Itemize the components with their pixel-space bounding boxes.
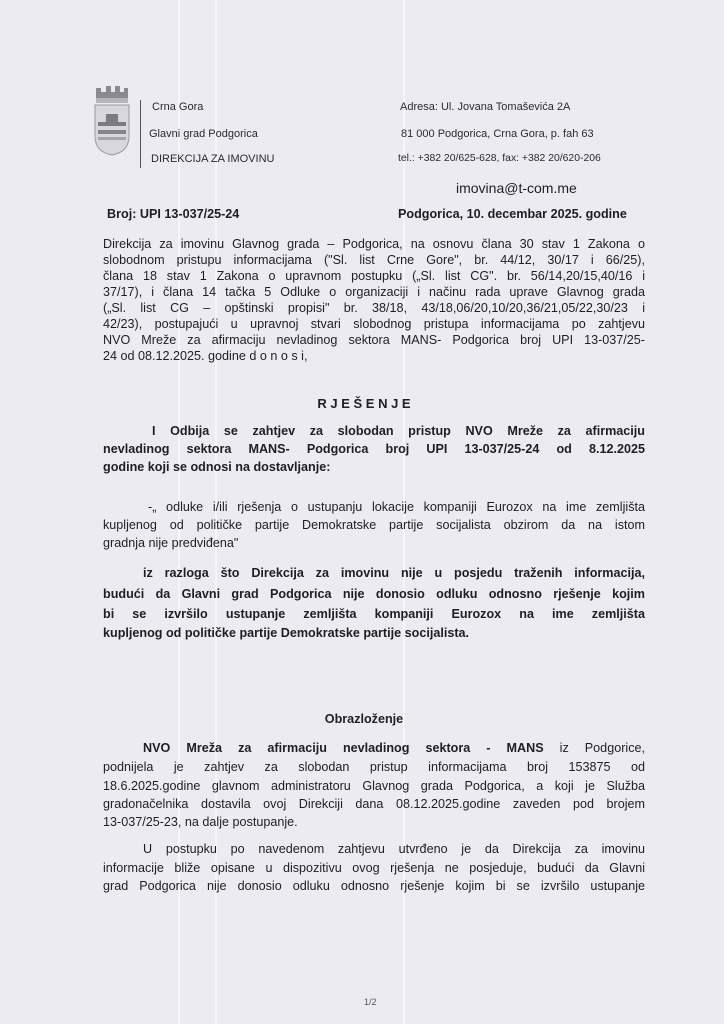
text-line: slobodnom pristupu informacijama ("Sl. list Crne Gore", br. 44/12, 30/17 i 66/25), (103, 253, 645, 267)
text-line (143, 741, 645, 755)
postal-address: 81 000 Podgorica, Crna Gora, p. fah 63 (401, 128, 594, 140)
text-line: 13-037/25-23, na dalje postupanje. (103, 815, 298, 829)
text-line: godine koji se odnosi na dostavljanje: (103, 460, 331, 474)
text-line: U postupku po navedenom zahtjevu utvrđeno je da Direkcija za imovinu (143, 842, 645, 856)
text-line: gradnja nije predviđena" (103, 536, 239, 550)
city-name: Glavni grad Podgorica (149, 128, 258, 140)
text-line: NVO Mreže za afirmaciju nevladinog sektora MANS- Podgorica broj UPI 13-037/25- (103, 333, 645, 347)
text-line: budući da Glavni grad Podgorica nije donosio odluku odnosno rješenje kojim (103, 587, 645, 601)
podgorica-coat-of-arms-logo (92, 84, 132, 156)
text-line: („Sl. list CG – opštinski propisi" br. 38/18, 43/18,06/20,10/20,36/21,05/22,30/23 i (103, 301, 645, 315)
country-name: Crna Gora (152, 101, 204, 113)
place-date: Podgorica, 10. decembar 2025. godine (398, 207, 627, 221)
reference-number: Broj: UPI 13-037/25-24 (107, 207, 240, 221)
text-fragment: iz Podgorice, (543, 741, 645, 755)
text-line: 37/17), i člana 14 tačka 5 Odluke o organizaciji i načinu rada uprave Glavnog grada (103, 285, 645, 299)
organization-name: NVO Mreža za afirmaciju nevladinog sektora - MANS (143, 741, 544, 755)
text-line: kupljenog od političke partije Demokratske partije socijalista obzirom da na istom (103, 518, 645, 532)
text-line: grad Podgorica nije donosio odluku odnosno rješenje kojim bi se izvršilo ustupanje (103, 879, 645, 893)
address: Adresa: Ul. Jovana Tomaševića 2A (400, 101, 571, 113)
department-name: DIREKCIJA ZA IMOVINU (151, 153, 275, 165)
page-number: 1/2 (364, 997, 377, 1007)
text-line: 42/23), postupajući u upravnoj stvari slobodnog pristupa informacijama po zahtjevu (103, 317, 645, 331)
phone-fax: tel.: +382 20/625-628, fax: +382 20/620-206 (398, 153, 601, 164)
header-divider (140, 100, 141, 168)
text-line: gradonačelnika dostavila ovoj Direkciji dana 08.12.2025.godine zaveden pod brojem (103, 797, 645, 811)
text-line: podnijela je zahtjev za slobodan pristup informacijama broj 153875 od (103, 760, 645, 774)
text-line: iz razloga što Direkcija za imovinu nije u posjedu traženih informacija, (143, 566, 645, 580)
text-line: -„ odluke i/ili rješenja o ustupanju lokacije kompaniji Eurozox na ime zemljišta (148, 500, 645, 514)
text-line: bi se izvršilo ustupanje zemljišta kompaniji Eurozox na ime zemljišta (103, 607, 645, 621)
text-line: 24 od 08.12.2025. godine d o n o s i, (103, 349, 308, 363)
text-line: informacije bliže opisane u dispozitivu ovog rješenja ne posjeduje, budući da Glavni (103, 861, 645, 875)
text-line: I Odbija se zahtjev za slobodan pristup NVO Mreže za afirmaciju (152, 424, 645, 438)
text-line: 18.6.2025.godine glavnom administratoru Glavnog grada Podgorica, a koji je Služba (103, 779, 645, 793)
text-line: Direkcija za imovinu Glavnog grada – Podgorica, na osnovu člana 30 stav 1 Zakona o (103, 237, 645, 251)
text-line: kupljenog od političke partije Demokratske partije socijalista. (103, 626, 470, 640)
text-line: člana 18 stav 1 Zakona o upravnom postupku („Sl. list CG". br. 56/14,20/15,40/16 i (103, 269, 645, 283)
explanation-heading: Obrazloženje (324, 712, 404, 726)
email: imovina@t-com.me (456, 180, 577, 196)
text-line: nevladinog sektora MANS- Podgorica broj UPI 13-037/25-24 od 8.12.2025 (103, 442, 645, 456)
decision-heading: R J E Š E N J E (317, 396, 411, 411)
